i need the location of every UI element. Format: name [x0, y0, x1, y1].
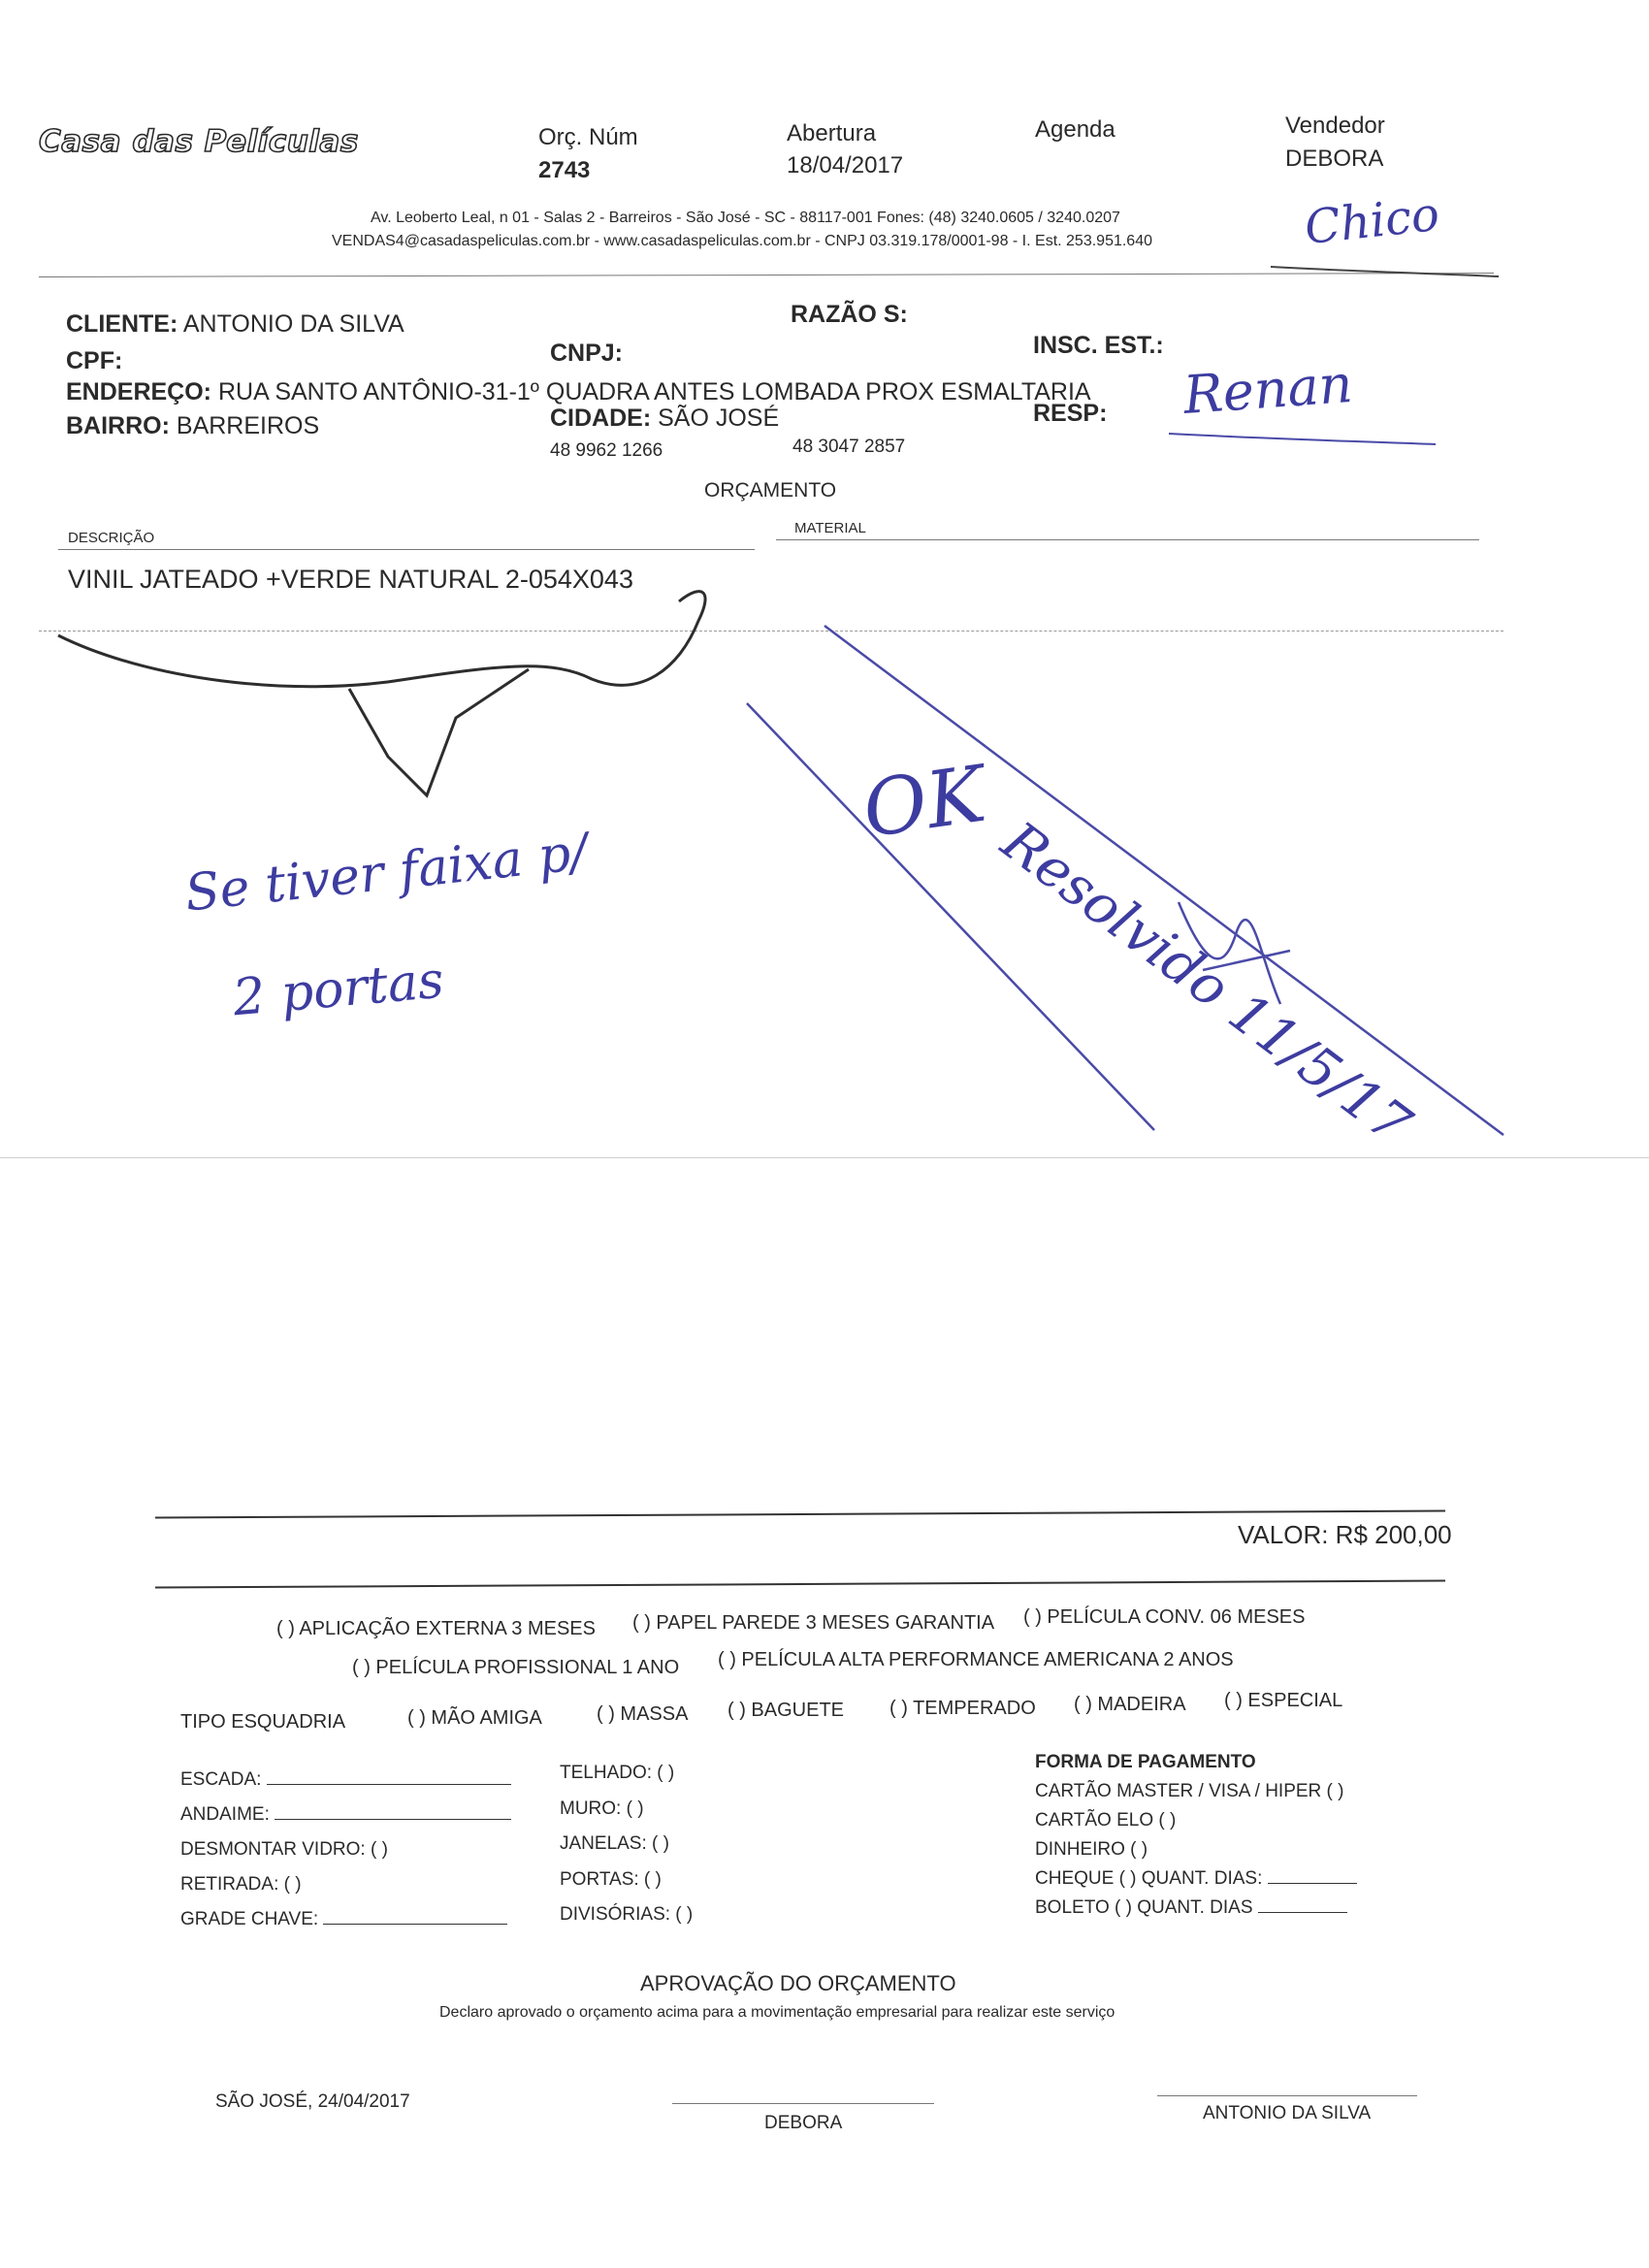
payment-boleto[interactable]	[1035, 1897, 1347, 1919]
payment-cheque[interactable]	[1035, 1868, 1357, 1890]
company-logo: Casa das Películas	[39, 124, 359, 159]
orcamento-title: ORÇAMENTO	[704, 479, 837, 502]
insc-est-label: INSC. EST.:	[1033, 332, 1164, 359]
tipo-temperado[interactable]: ( ) TEMPERADO	[889, 1698, 1036, 1719]
field-divisorias[interactable]: DIVISÓRIAS: ( )	[560, 1904, 694, 1925]
orc-number: 2743	[538, 157, 591, 183]
phone-1: 48 9962 1266	[550, 440, 663, 461]
check-mark-stroke	[349, 669, 529, 795]
orc-label: Orç. Núm	[538, 124, 638, 150]
approval-text: Declaro aprovado o orçamento acima para a movimentação empresarial para realizar este serviço	[439, 2004, 1116, 2021]
abertura-label: Abertura	[787, 120, 877, 146]
payment-cartao-master[interactable]: CARTÃO MASTER / VISA / HIPER ( )	[1035, 1781, 1344, 1801]
cliente-value: ANTONIO DA SILVA	[182, 310, 404, 338]
cliente-label: CLIENTE:	[66, 310, 178, 338]
cpf-label: CPF:	[66, 347, 123, 374]
tipo-madeira[interactable]: ( ) MADEIRA	[1074, 1694, 1186, 1715]
seller-signature-line[interactable]	[672, 2103, 934, 2104]
cheque-dias-line[interactable]	[1268, 1883, 1357, 1884]
bairro-label: BAIRRO:	[66, 412, 170, 439]
client-signature-name: ANTONIO DA SILVA	[1203, 2103, 1372, 2123]
tipo-especial[interactable]: ( ) ESPECIAL	[1224, 1690, 1343, 1711]
field-telhado[interactable]: TELHADO: ( )	[560, 1763, 675, 1783]
payment-dinheiro[interactable]: DINHEIRO ( )	[1035, 1839, 1148, 1860]
client-signature-line[interactable]	[1157, 2095, 1417, 2096]
endereco-label: ENDEREÇO:	[66, 378, 212, 405]
escada-line[interactable]	[267, 1784, 511, 1785]
boleto-dias-line[interactable]	[1258, 1912, 1347, 1913]
field-andaime[interactable]	[180, 1804, 511, 1826]
agenda-label: Agenda	[1035, 116, 1116, 143]
descricao-label: DESCRIÇÃO	[68, 530, 155, 546]
payment-title: FORMA DE PAGAMENTO	[1035, 1752, 1256, 1772]
vendedor-name: DEBORA	[1285, 146, 1384, 172]
resolved-handwritten-note: Resolvido 11/5/17	[989, 810, 1423, 1157]
approval-place-date: SÃO JOSÉ, 24/04/2017	[215, 2091, 410, 2112]
resp-handwritten-note: Renan	[1181, 352, 1355, 427]
company-address: Av. Leoberto Leal, n 01 - Salas 2 - Barreiros - São José - SC - 88117-001 Fones: (48) 3240.0605 / 3240.0207	[371, 210, 1120, 226]
tipo-massa[interactable]: ( ) MASSA	[597, 1703, 689, 1725]
boleto-label: BOLETO ( ) QUANT. DIAS	[1035, 1897, 1253, 1918]
cidade-label: CIDADE:	[550, 405, 652, 432]
field-desmontar-vidro[interactable]: DESMONTAR VIDRO: ( )	[180, 1839, 388, 1860]
ok-handwritten-mark: OK	[857, 748, 991, 856]
handwritten-note-line2: 2 portas	[230, 951, 446, 1028]
cidade-value: SÃO JOSÉ	[658, 405, 780, 432]
resp-label: RESP:	[1033, 400, 1108, 427]
tipo-esquadria-label: TIPO ESQUADRIA	[180, 1711, 346, 1733]
option-pelicula-profissional[interactable]: ( ) PELÍCULA PROFISSIONAL 1 ANO	[352, 1657, 680, 1678]
approval-title: APROVAÇÃO DO ORÇAMENTO	[640, 1971, 956, 1995]
field-portas[interactable]: PORTAS: ( )	[560, 1869, 662, 1890]
grade-chave-label: GRADE CHAVE:	[180, 1909, 319, 1929]
andaime-line[interactable]	[275, 1819, 511, 1820]
option-pelicula-conv[interactable]: ( ) PELÍCULA CONV. 06 MESES	[1023, 1606, 1306, 1628]
andaime-label: ANDAIME:	[180, 1804, 270, 1825]
field-retirada[interactable]: RETIRADA: ( )	[180, 1874, 302, 1895]
phone-2: 48 3047 2857	[792, 437, 906, 457]
escada-label: ESCADA:	[180, 1769, 262, 1790]
abertura-date: 18/04/2017	[787, 152, 904, 178]
item-description: VINIL JATEADO +VERDE NATURAL 2-054X043	[68, 565, 633, 594]
cheque-label: CHEQUE ( ) QUANT. DIAS:	[1035, 1868, 1263, 1889]
swoosh-stroke	[58, 592, 705, 687]
grade-chave-line[interactable]	[323, 1924, 507, 1925]
field-escada[interactable]	[180, 1769, 511, 1791]
endereco-value: RUA SANTO ANTÔNIO-31-1º QUADRA ANTES LOMBADA PROX ESMALTARIA	[217, 378, 1091, 405]
option-pelicula-alta-performance[interactable]: ( ) PELÍCULA ALTA PERFORMANCE AMERICANA 2 ANOS	[718, 1649, 1234, 1670]
material-label: MATERIAL	[794, 520, 866, 536]
handwritten-note-line1: Se tiver faixa p/	[182, 823, 591, 923]
tipo-baguete[interactable]: ( ) BAGUETE	[728, 1700, 845, 1721]
valor-total: VALOR: R$ 200,00	[1238, 1520, 1452, 1549]
option-papel-parede[interactable]: ( ) PAPEL PAREDE 3 MESES GARANTIA	[632, 1612, 995, 1634]
resp-ink-underline	[1169, 434, 1436, 444]
cnpj-label: CNPJ:	[550, 340, 624, 367]
bairro-value: BARREIROS	[176, 412, 320, 439]
vendedor-ink-underline	[1271, 267, 1499, 276]
field-janelas[interactable]: JANELAS: ( )	[560, 1833, 669, 1854]
seller-signature-name: DEBORA	[764, 2113, 843, 2133]
vendedor-label: Vendedor	[1285, 113, 1385, 139]
vendedor-handwritten-note: Chico	[1302, 186, 1442, 256]
field-grade-chave[interactable]	[180, 1909, 507, 1930]
diagonal-line-upper	[824, 626, 1504, 1135]
tipo-mao-amiga[interactable]: ( ) MÃO AMIGA	[407, 1707, 542, 1729]
payment-cartao-elo[interactable]: CARTÃO ELO ( )	[1035, 1810, 1177, 1831]
razao-label: RAZÃO S:	[791, 301, 908, 328]
field-muro[interactable]: MURO: ( )	[560, 1798, 644, 1819]
company-contact: VENDAS4@casadaspeliculas.com.br - www.casadaspeliculas.com.br - CNPJ 03.319.178/0001-98 - I. Est. 253.951.640	[332, 233, 1152, 249]
option-aplicacao-externa[interactable]: ( ) APLICAÇÃO EXTERNA 3 MESES	[276, 1618, 596, 1639]
